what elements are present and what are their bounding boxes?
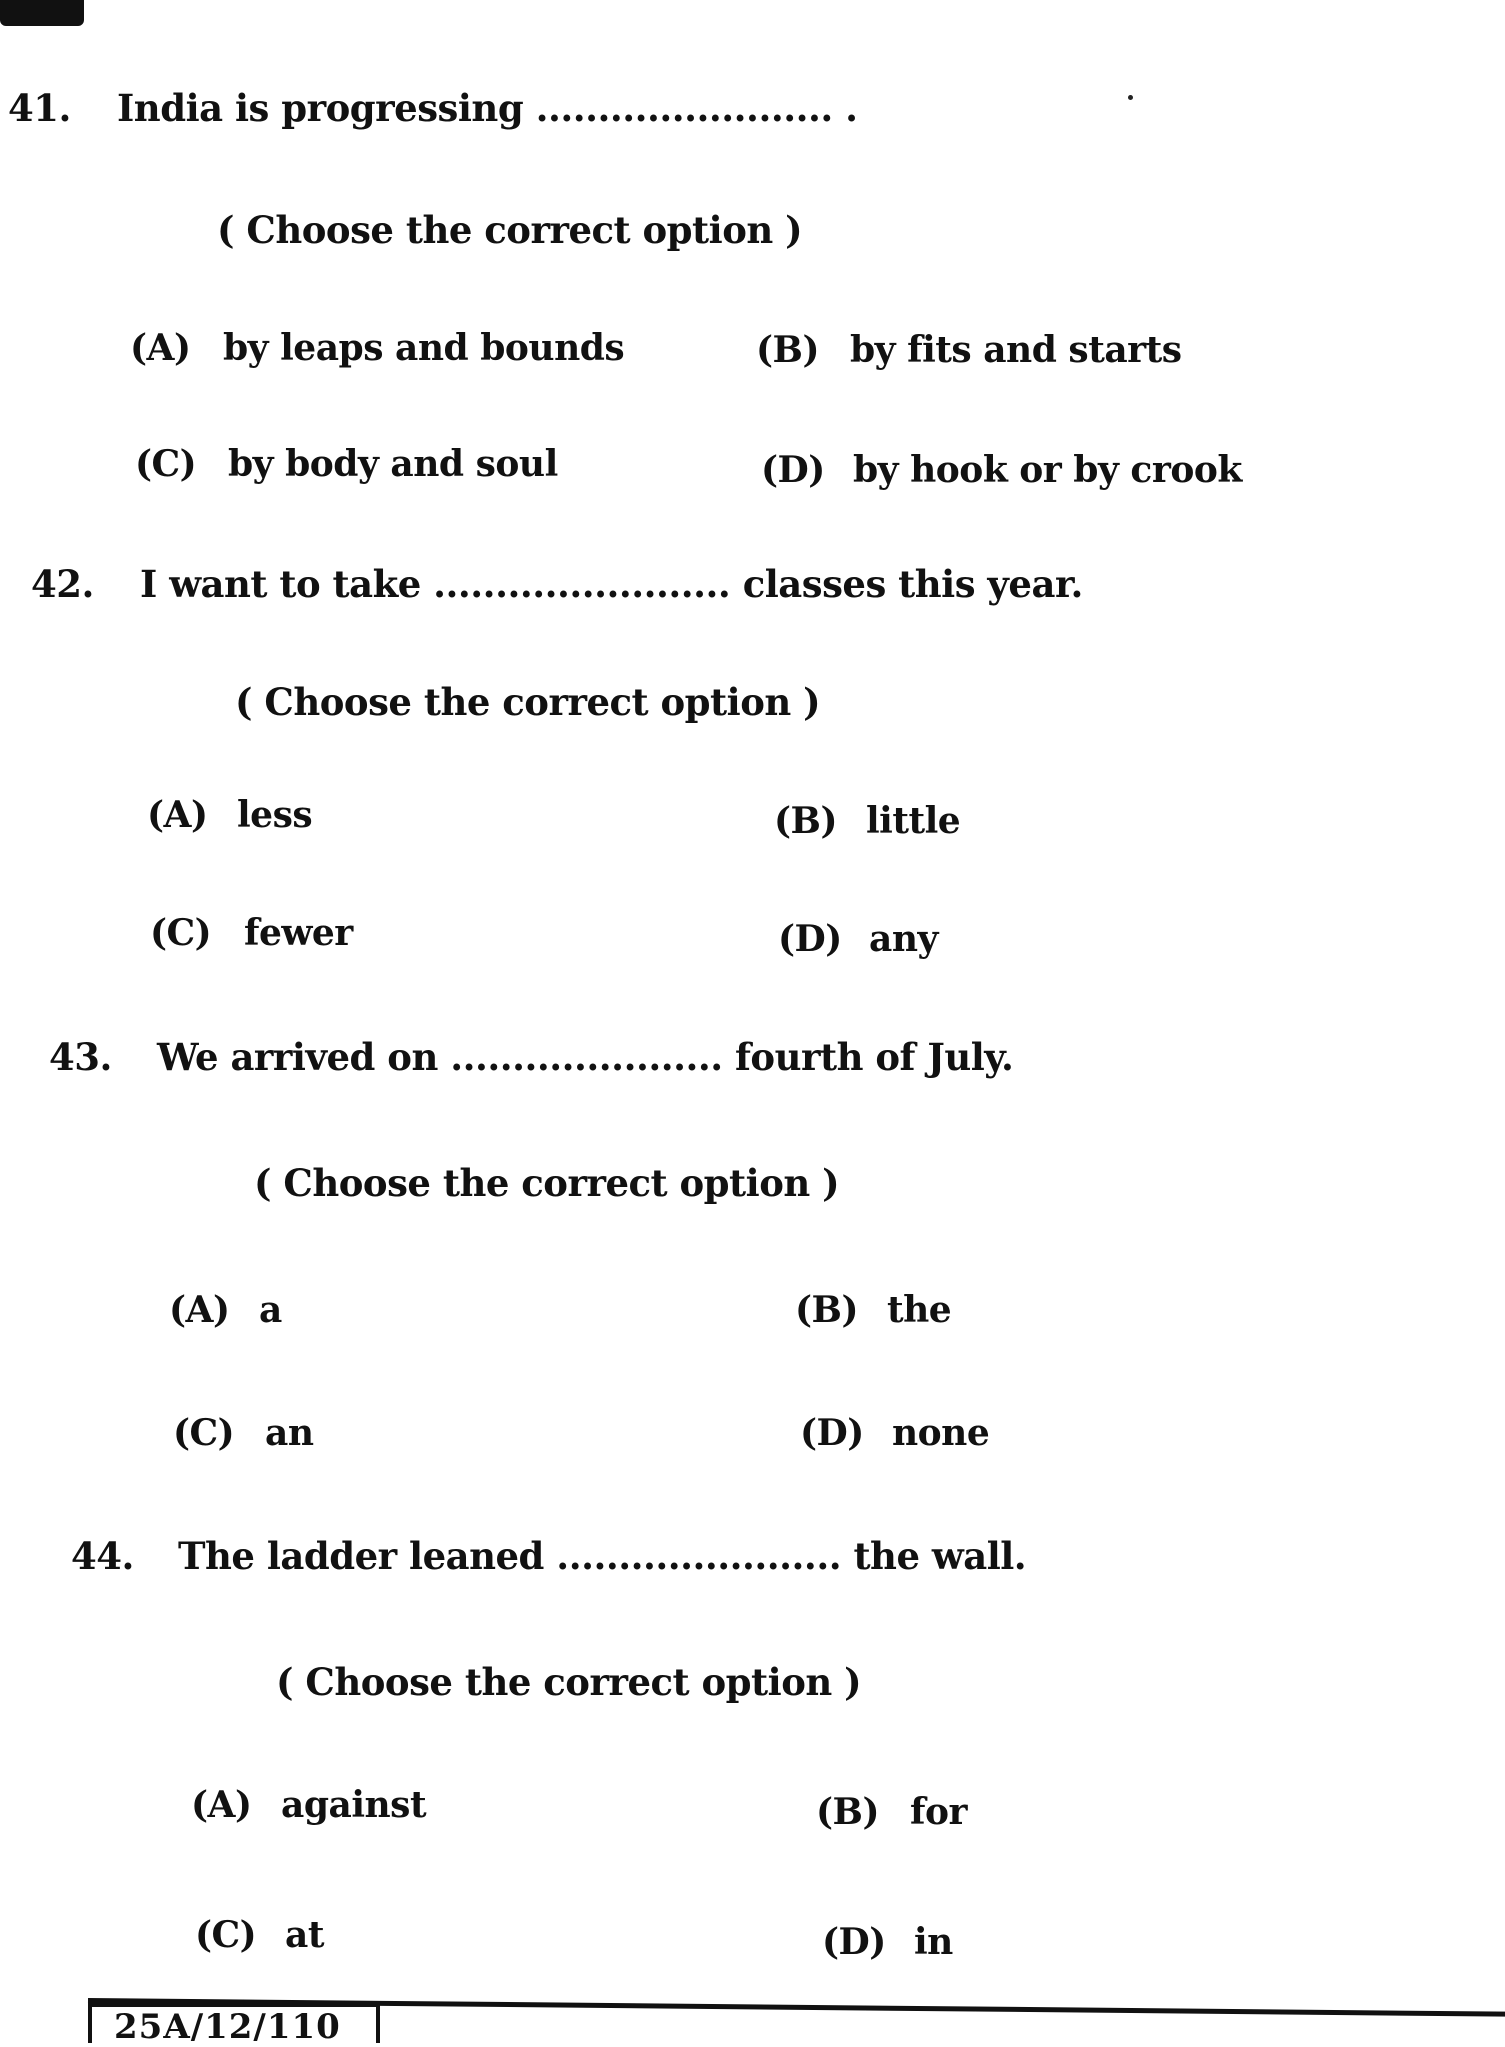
option-label-b: (B) [756, 329, 819, 371]
option-text-d: none [892, 1412, 990, 1454]
option-text-b: little [866, 800, 961, 842]
question-instruction: ( Choose the correct option ) [276, 1660, 862, 1704]
question-instruction: ( Choose the correct option ) [235, 680, 821, 724]
option-label-d: (D) [822, 1921, 886, 1963]
option-label-c: (C) [173, 1412, 235, 1454]
option-text-b: by fits and starts [850, 329, 1182, 371]
option-text-d: by hook or by crook [853, 449, 1242, 491]
question-text: I want to take ........................ classes this year. [140, 562, 1083, 606]
question-text: The ladder leaned ....................... the wall. [178, 1534, 1027, 1578]
question-number: 41. [8, 86, 71, 130]
option-label-a: (A) [147, 794, 208, 836]
question-number: 42. [31, 562, 94, 606]
question-instruction: ( Choose the correct option ) [254, 1161, 840, 1205]
page-corner-mark [0, 0, 84, 26]
option-label-a: (A) [191, 1784, 252, 1826]
option-text-c: by body and soul [228, 443, 558, 485]
option-label-c: (C) [195, 1914, 257, 1956]
option-label-b: (B) [774, 800, 837, 842]
option-label-c: (C) [135, 443, 197, 485]
option-text-b: the [887, 1289, 952, 1331]
option-text-c: an [265, 1412, 314, 1454]
option-text-c: fewer [244, 912, 353, 954]
option-text-a: less [237, 794, 313, 836]
stray-mark [1128, 95, 1133, 100]
option-text-d: in [914, 1921, 953, 1963]
question-instruction: ( Choose the correct option ) [217, 208, 803, 252]
option-text-d: any [869, 918, 938, 960]
question-number: 43. [49, 1035, 112, 1079]
option-text-a: a [259, 1289, 282, 1331]
option-label-a: (A) [169, 1289, 230, 1331]
option-text-a: by leaps and bounds [223, 327, 625, 369]
option-label-d: (D) [800, 1412, 864, 1454]
option-label-d: (D) [778, 918, 842, 960]
option-label-b: (B) [795, 1289, 858, 1331]
option-text-b: for [910, 1791, 967, 1833]
question-number: 44. [71, 1534, 134, 1578]
option-text-a: against [281, 1784, 427, 1826]
option-label-a: (A) [130, 327, 191, 369]
option-label-b: (B) [816, 1791, 879, 1833]
option-text-c: at [285, 1914, 324, 1956]
option-label-c: (C) [150, 912, 212, 954]
option-label-d: (D) [761, 449, 825, 491]
question-text: We arrived on ...................... fourth of July. [157, 1035, 1014, 1079]
question-text: India is progressing ........................ . [117, 86, 858, 130]
paper-code: 25A/12/110 [88, 2003, 380, 2043]
